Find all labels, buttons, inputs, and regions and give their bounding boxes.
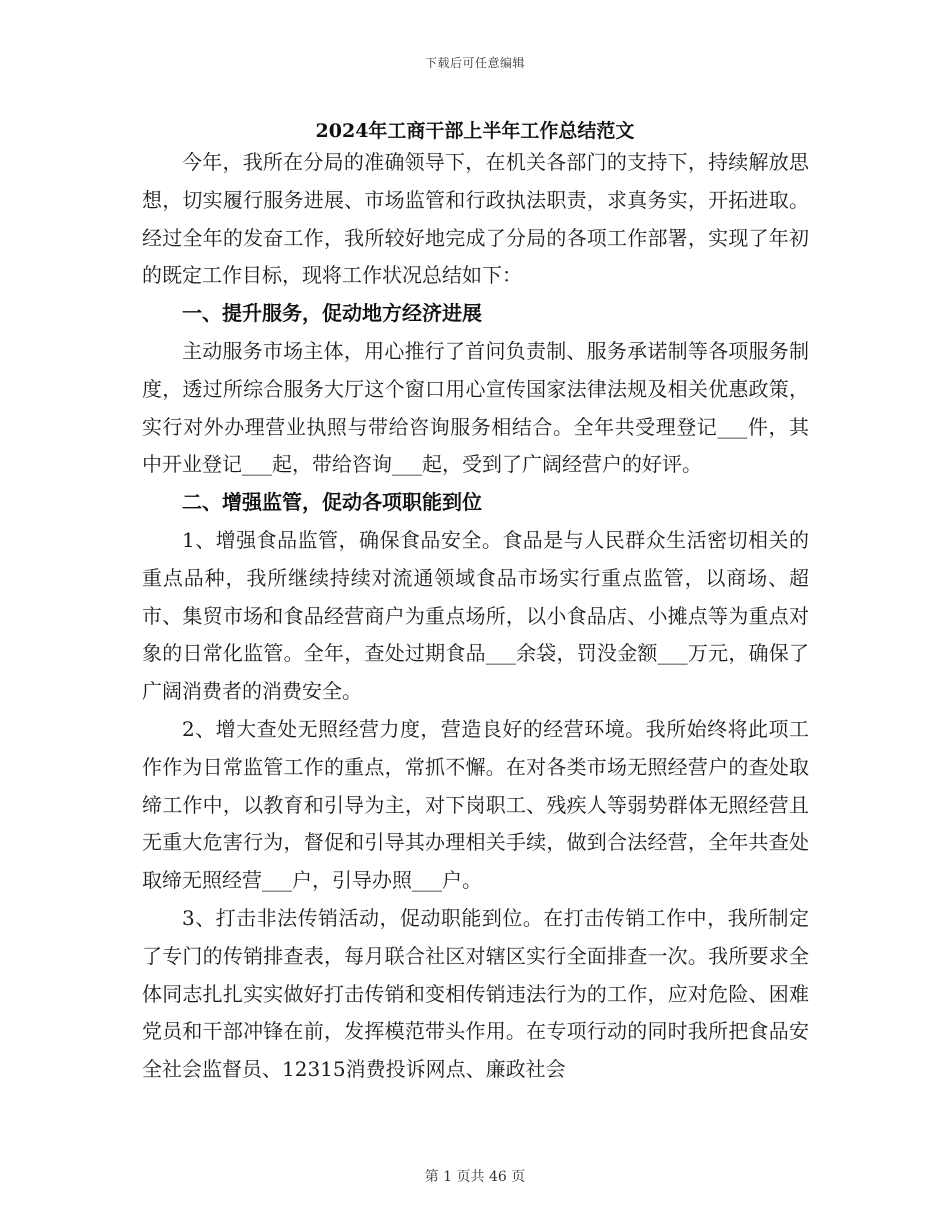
section-heading-service: 一、提升服务，促动地方经济进展 (182, 301, 482, 326)
food-safety-paragraph: 1、增强食品监管，确保食品安全。食品是与人民群众生活密切相关的重点品种，我所继续持续对流通领域食品市场实行重点监管，以商场、超市、集贸市场和食品经营商户为重点场所，以小食品店、小摊点等为重点对象的日常化监管。全年，查处过期食品___余袋，罚没金额___万元，确保了广阔消费者的消费安全。 (142, 527, 809, 704)
page-number-footer: 第 1 页共 46 页 (424, 1169, 526, 1185)
section-heading-supervision: 二、增强监管，促动各项职能到位 (182, 490, 482, 515)
document-title: 2024年工商干部上半年工作总结范文 (315, 120, 635, 142)
service-paragraph: 主动服务市场主体，用心推行了首问负责制、服务承诺制等各项服务制度，透过所综合服务大厅这个窗口用心宣传国家法律法规及相关优惠政策，实行对外办理营业执照与带给咨询服务相结合。全年共受理登记___件，其中开业登记___起，带给咨询___起，受到了广阔经营户的好评。 (142, 338, 809, 477)
intro-paragraph: 今年，我所在分局的准确领导下，在机关各部门的支持下，持续解放思想，切实履行服务进展、市场监管和行政执法职责，求真务实，开拓进取。经过全年的发奋工作，我所较好地完成了分局的各项工作部署，实现了年初的既定工作目标，现将工作状况总结如下： (142, 150, 809, 288)
page-header-note: 下载后可任意编辑 (424, 56, 525, 70)
document-body (142, 144, 809, 1089)
unlicensed-business-paragraph: 2、增大查处无照经营力度，营造良好的经营环境。我所始终将此项工作作为日常监管工作的重点，常抓不懈。在对各类市场无照经营户的查处取缔工作中，以教育和引导为主，对下岗职工、残疾人等弱势群体无照经营且无重大危害行为，督促和引导其办理相关手续，做到合法经营，全年共查处取缔无照经营___户，引导办照___户。 (142, 716, 809, 893)
anti-pyramid-selling-paragraph: 3、打击非法传销活动，促动职能到位。在打击传销工作中，我所制定了专门的传销排查表，每月联合社区对辖区实行全面排查一次。我所要求全体同志扎扎实实做好打击传销和变相传销违法行为的工作，应对危险、困难党员和干部冲锋在前，发挥模范带头作用。在专项行动的同时我所把食品安全社会监督员、12315消费投诉网点、廉政社会 (142, 905, 809, 1082)
